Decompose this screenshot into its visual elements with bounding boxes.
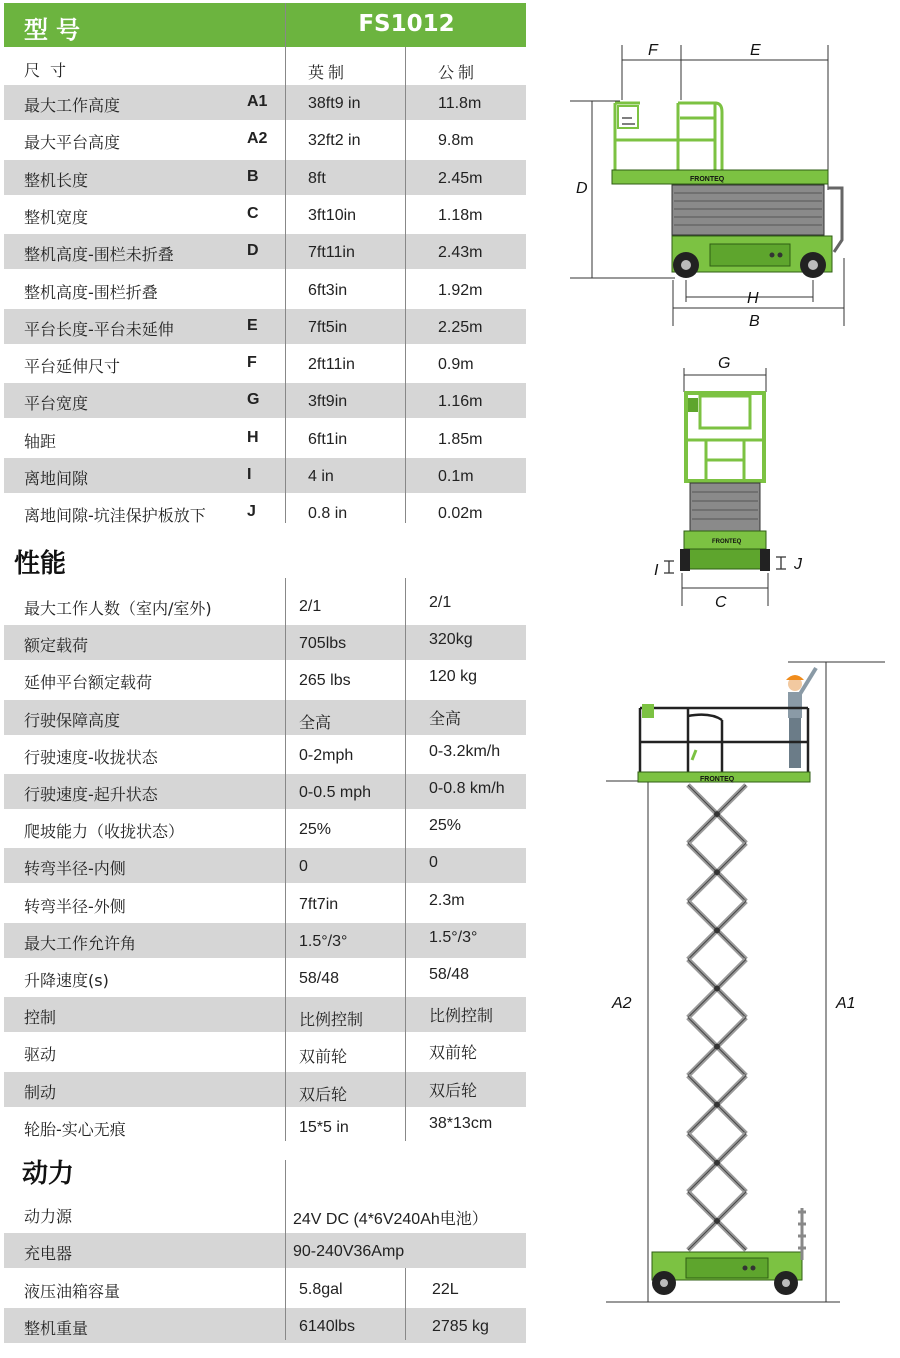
scissor-pivot: [714, 1218, 720, 1224]
performance-metric: 2.3m: [429, 891, 465, 909]
dimension-code: E: [247, 316, 258, 334]
performance-metric: 38*13cm: [429, 1114, 493, 1132]
dimension-metric: 1.16m: [438, 393, 483, 411]
dimension-label: 最大平台高度: [24, 133, 121, 153]
dim-label-j: J: [794, 556, 802, 573]
performance-label: 行驶保障高度: [24, 710, 121, 730]
performance-metric: 双后轮: [429, 1082, 478, 1100]
dimension-code: I: [247, 466, 252, 483]
dimension-imperial: 3ft10in: [308, 206, 357, 224]
dim-label-a1: A1: [836, 995, 856, 1012]
performance-label: 额定载荷: [24, 636, 89, 656]
brand-front: FRONTEQ: [712, 539, 742, 545]
column-divider-3: [285, 578, 286, 1141]
dimension-row: [4, 346, 526, 381]
power-row: [4, 1233, 526, 1268]
scissor-pivot: [714, 1160, 720, 1166]
power-imperial: 5.8gal: [299, 1280, 343, 1298]
performance-label: 行驶速度-起升状态: [24, 785, 158, 804]
scissor-pivot: [714, 927, 720, 933]
dimension-metric: 0.9m: [438, 356, 474, 374]
performance-metric: 0-0.8 km/h: [429, 780, 505, 797]
performance-imperial: 0-2mph: [299, 746, 354, 764]
brand-side: FRONTEQ: [690, 176, 725, 183]
front-view-diagram: [654, 355, 803, 611]
performance-imperial: 0-0.5 mph: [299, 784, 372, 801]
dimension-imperial: 38ft9 in: [308, 95, 361, 112]
dim-label-e: E: [750, 42, 761, 59]
dimension-code: A2: [247, 130, 268, 148]
performance-imperial: 2/1: [299, 598, 322, 615]
performance-title: 性能: [14, 549, 67, 579]
column-divider-6: [405, 1268, 406, 1340]
performance-imperial: 比例控制: [299, 1012, 364, 1030]
performance-imperial: 15*5 in: [299, 1118, 349, 1136]
performance-metric: 比例控制: [429, 1008, 494, 1026]
dimension-row: [4, 160, 526, 195]
performance-label: 最大工作允许角: [24, 933, 137, 953]
performance-label: 升降速度(s): [24, 971, 109, 990]
scissor-pivot: [714, 811, 720, 817]
dimension-imperial: 3ft9in: [308, 393, 348, 411]
performance-metric: 全高: [429, 710, 462, 728]
dimension-code: H: [247, 428, 259, 446]
dimension-row: [4, 272, 526, 307]
dim-label-g: G: [718, 355, 731, 372]
power-row: [4, 1308, 526, 1343]
performance-label: 最大工作人数（室内/室外): [24, 599, 212, 618]
column-divider-1: [285, 3, 286, 523]
power-value: 90-240V36Amp: [293, 1243, 405, 1261]
performance-row: [4, 625, 526, 660]
performance-metric: 120 kg: [429, 668, 478, 686]
performance-metric: 25%: [429, 817, 462, 835]
performance-label: 制动: [24, 1082, 57, 1102]
performance-row: [4, 588, 526, 623]
dimension-label: 最大工作高度: [24, 96, 121, 115]
dimension-label: 整机宽度: [24, 207, 89, 227]
performance-row: [4, 774, 526, 809]
performance-imperial: 全高: [299, 714, 332, 732]
performance-imperial: 705lbs: [299, 635, 347, 653]
dimension-label: 整机长度: [24, 170, 89, 190]
dimension-row: [4, 495, 526, 530]
dimension-imperial: 6ft3in: [308, 281, 348, 299]
power-label: 整机重量: [24, 1318, 89, 1338]
performance-row: [4, 737, 526, 772]
performance-imperial: 0: [299, 858, 308, 876]
performance-row: [4, 662, 526, 697]
dimension-label: 平台延伸尺寸: [24, 357, 121, 377]
dimension-metric: 2.45m: [438, 169, 483, 187]
dimension-metric: 0.1m: [438, 468, 474, 485]
scissor-pivot: [714, 1044, 720, 1050]
performance-label: 控制: [24, 1008, 57, 1028]
dimension-imperial: 2ft11in: [308, 356, 355, 374]
dimension-metric: 9.8m: [438, 132, 474, 150]
dimension-code: G: [247, 391, 260, 409]
performance-row: [4, 960, 526, 995]
dimension-imperial: 8ft: [308, 169, 326, 187]
dimension-metric: 1.92m: [438, 281, 483, 299]
dim-label-f: F: [648, 42, 658, 59]
performance-label: 驱动: [24, 1045, 57, 1065]
dimension-row: [4, 458, 526, 493]
power-imperial: 6140lbs: [299, 1317, 356, 1335]
performance-imperial: 双前轮: [299, 1049, 348, 1067]
dimension-metric: 11.8m: [438, 95, 482, 112]
dimension-code: F: [247, 354, 257, 372]
dimension-metric: 1.85m: [438, 430, 483, 448]
dimension-code: J: [247, 503, 256, 521]
performance-metric: 0-3.2km/h: [429, 742, 501, 760]
dimension-label: 离地间隙-坑洼保护板放下: [24, 506, 206, 526]
dim-label-d: D: [576, 180, 588, 197]
power-metric: 2785 kg: [432, 1317, 489, 1335]
dimension-row: [4, 421, 526, 456]
performance-imperial: 双后轮: [299, 1086, 348, 1104]
power-row: [4, 1196, 526, 1231]
dimension-row: [4, 309, 526, 344]
dimension-row: [4, 234, 526, 269]
performance-row: [4, 848, 526, 883]
dimension-metric: 2.25m: [438, 318, 483, 336]
performance-label: 转弯半径-外侧: [24, 896, 126, 916]
dimension-imperial: 4 in: [308, 468, 334, 485]
performance-metric: 320kg: [429, 631, 473, 649]
diagram-canvas: [540, 0, 900, 1358]
dimension-label: 轴距: [24, 431, 57, 451]
dim-label-a2: A2: [612, 995, 632, 1012]
power-metric: 22L: [432, 1280, 459, 1298]
performance-metric: 双前轮: [429, 1045, 478, 1063]
dimension-code: A1: [247, 93, 268, 110]
dimension-code: B: [247, 167, 259, 185]
dimension-code: D: [247, 242, 259, 260]
dimension-imperial: 7ft5in: [308, 318, 348, 336]
performance-metric: 2/1: [429, 594, 452, 611]
performance-row: [4, 1072, 526, 1107]
model-header: [4, 3, 526, 47]
scissor-pivot: [714, 869, 720, 875]
power-row: [4, 1271, 526, 1306]
dim-label-c: C: [715, 594, 727, 611]
performance-row: [4, 700, 526, 735]
dimensions-header-row: [4, 50, 526, 85]
dimension-label: 平台长度-平台未延伸: [24, 319, 174, 339]
dimension-row: [4, 85, 526, 120]
dimension-row: [4, 122, 526, 157]
raised-view-diagram: [606, 662, 885, 1302]
performance-row: [4, 811, 526, 846]
power-label: 动力源: [24, 1207, 73, 1226]
performance-row: [4, 886, 526, 921]
performance-label: 转弯半径-内侧: [24, 859, 126, 879]
column-divider-5: [285, 1160, 286, 1340]
performance-imperial: 7ft7in: [299, 895, 339, 913]
performance-label: 轮胎-实心无痕: [24, 1119, 126, 1139]
scissor-pivot: [714, 985, 720, 991]
dimension-label: 平台宽度: [24, 394, 89, 414]
dimension-imperial: 0.8 in: [308, 505, 348, 523]
performance-metric: 1.5°/3°: [429, 928, 478, 946]
brand-raised: FRONTEQ: [700, 776, 735, 783]
side-view-diagram: [570, 42, 844, 330]
dimension-metric: 2.43m: [438, 244, 483, 262]
dimension-label: 离地间隙: [24, 469, 89, 488]
dimensions-label: 尺寸: [24, 61, 77, 80]
dimension-row: [4, 383, 526, 418]
dimension-metric: 0.02m: [438, 505, 483, 523]
performance-label: 行驶速度-收拢状态: [24, 747, 158, 767]
scissor-pivot: [714, 1102, 720, 1108]
dimension-imperial: 7ft11in: [308, 244, 355, 262]
dim-label-i: I: [654, 562, 659, 579]
dimension-row: [4, 197, 526, 232]
performance-row: [4, 997, 526, 1032]
performance-imperial: 25%: [299, 821, 332, 839]
dimension-metric: 1.18m: [438, 206, 483, 224]
power-label: 充电器: [24, 1244, 73, 1264]
power-value: 24V DC (4*6V240Ah电池）: [293, 1211, 488, 1228]
performance-row: [4, 1034, 526, 1069]
column-divider-4: [405, 578, 406, 1141]
dim-label-b: B: [749, 313, 760, 330]
worker-figure: [786, 668, 816, 768]
power-title: 动力: [22, 1159, 75, 1189]
performance-metric: 58/48: [429, 966, 470, 983]
metric-column-header: 公制: [438, 65, 479, 82]
scissor-arms: [688, 785, 746, 1250]
column-divider-2: [405, 47, 406, 523]
model-label: 型号: [24, 16, 88, 44]
performance-imperial: 265 lbs: [299, 672, 351, 690]
model-name: FS1012: [358, 11, 455, 37]
dimension-label: 整机高度-围栏折叠: [24, 282, 158, 302]
performance-imperial: 1.5°/3°: [299, 932, 348, 950]
dimension-label: 整机高度-围栏未折叠: [24, 245, 174, 265]
performance-metric: 0: [429, 854, 438, 872]
machine-diagrams: [540, 0, 900, 1358]
performance-label: 爬坡能力（收拢状态）: [24, 822, 185, 842]
dim-label-h: H: [747, 290, 759, 307]
dimension-imperial: 32ft2 in: [308, 132, 361, 150]
performance-label: 延伸平台额定载荷: [24, 673, 153, 693]
dimension-code: C: [247, 204, 259, 222]
imperial-column-header: 英制: [308, 65, 349, 82]
power-label: 液压油箱容量: [24, 1281, 121, 1301]
performance-imperial: 58/48: [299, 970, 340, 987]
performance-row: [4, 923, 526, 958]
performance-row: [4, 1109, 526, 1144]
dimension-imperial: 6ft1in: [308, 430, 348, 448]
